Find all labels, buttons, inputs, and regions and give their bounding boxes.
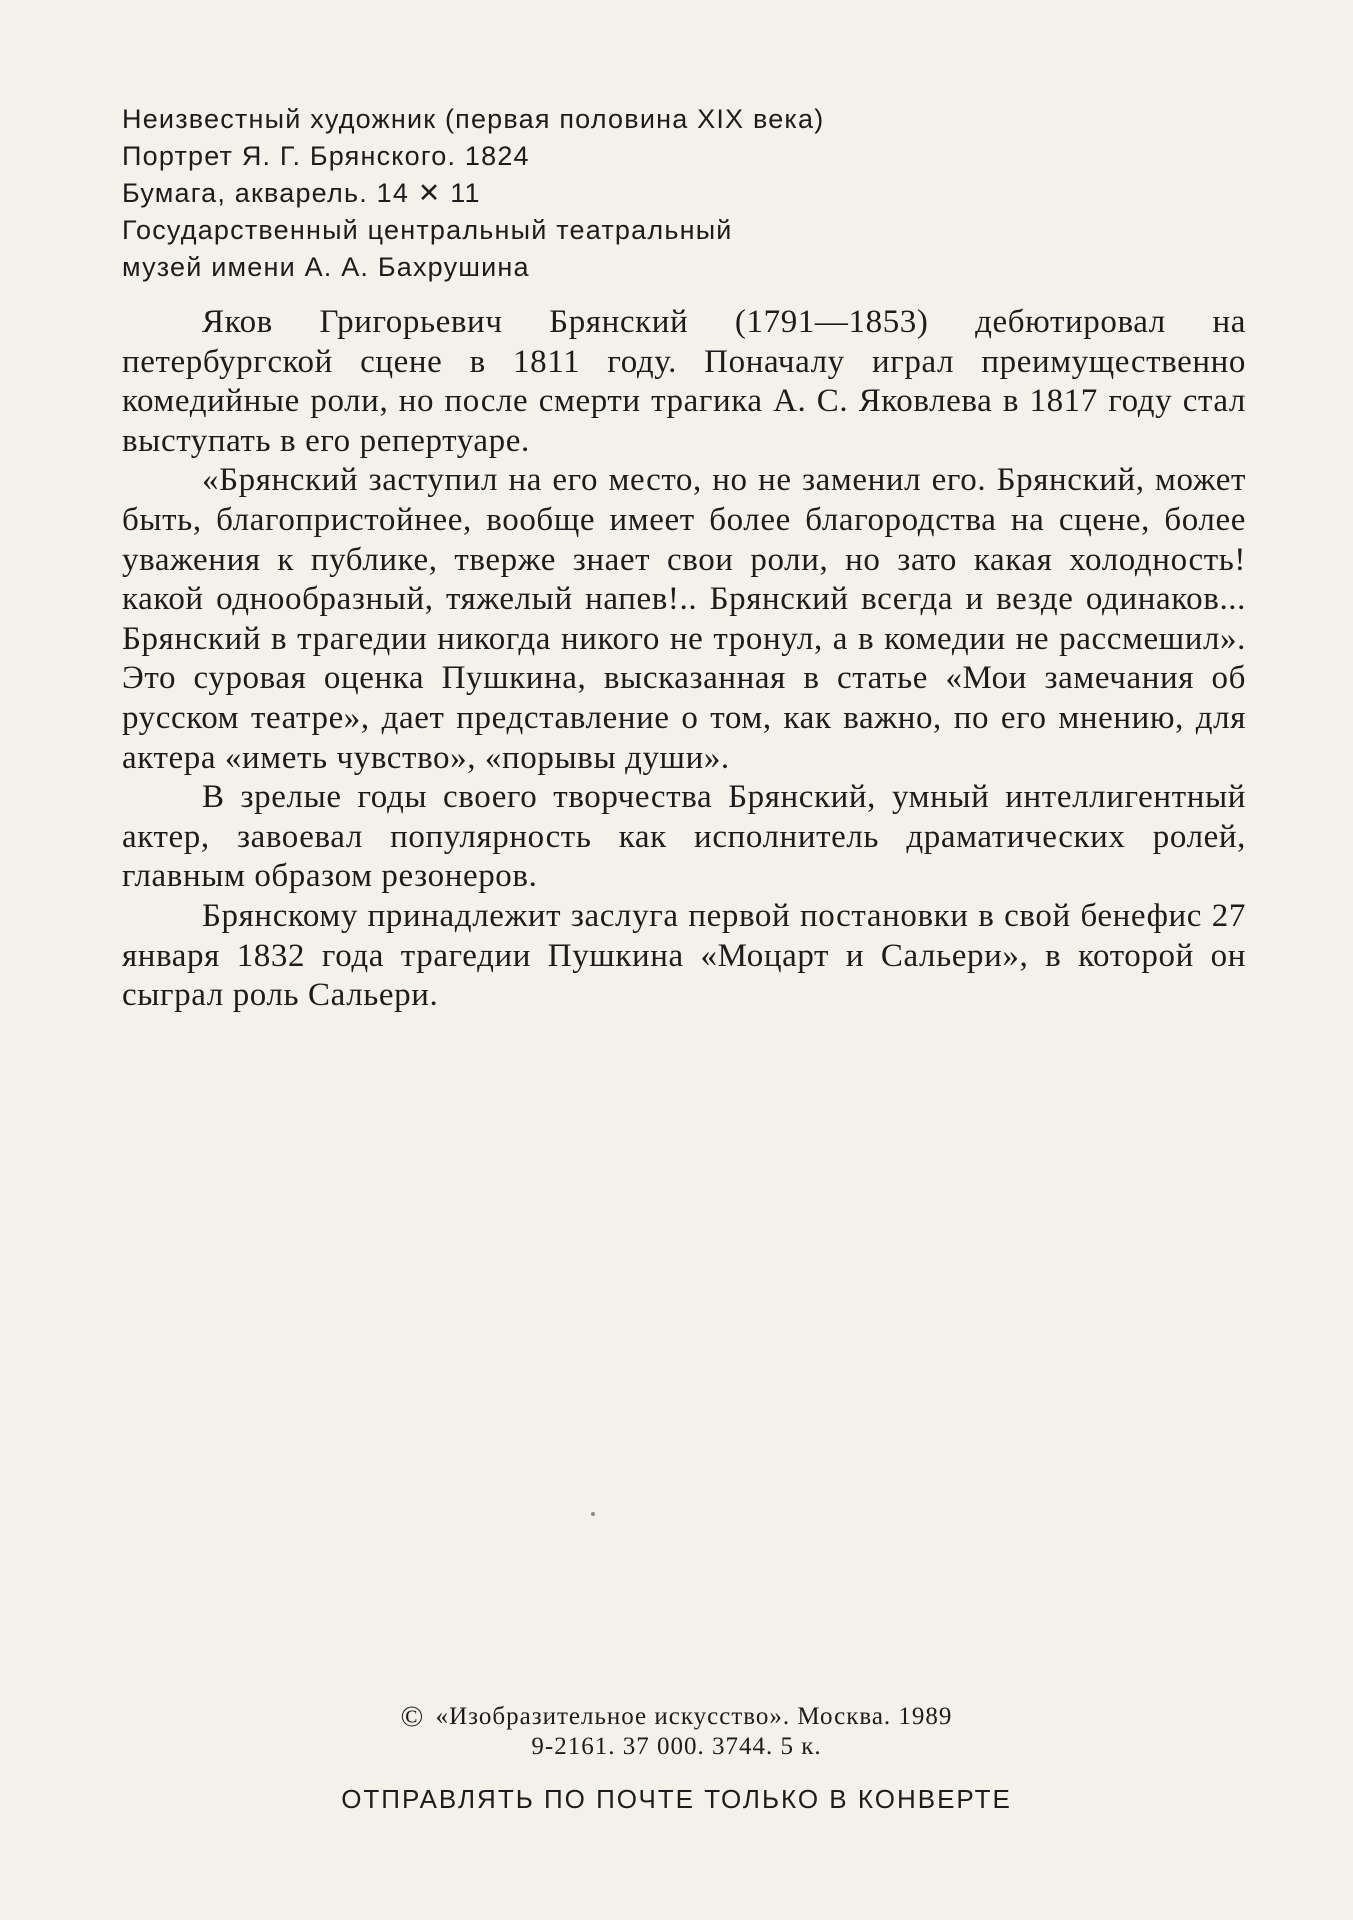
paragraph-mature-years: В зрелые годы своего творчества Брянский, умный интеллигентный актер, завоевал популярность как исполнитель драматических ролей, главным образом резонеров. (122, 779, 1246, 895)
caption-museum-line2: музей имени А. А. Бахрушина (122, 252, 530, 282)
paragraph-mozart-salieri: Брянскому принадлежит заслуга первой постановки в свой бенефис 27 января 1832 года трагедии Пушкина «Моцарт и Сальери», в которой он сыграл роль Сальери. (122, 897, 1246, 1014)
caption-medium: Бумага, акварель. 14 ✕ 11 (122, 178, 481, 208)
publisher-line: «Изобразительное искусство». Москва. 1989 (435, 1703, 953, 1730)
artwork-caption (122, 101, 1242, 286)
caption-artist: Неизвестный художник (первая половина XIX века) (122, 104, 825, 134)
caption-museum-line1: Государственный центральный театральный (122, 215, 733, 245)
copyright-icon: © (400, 1700, 425, 1733)
print-code: 9-2161. 37 000. 3744. 5 к. (531, 1733, 822, 1760)
paper-speck (591, 1512, 595, 1516)
caption-title: Портрет Я. Г. Брянского. 1824 (122, 141, 530, 171)
biography-text (122, 303, 1246, 1016)
publisher-imprint (0, 1700, 1353, 1734)
paragraph-debut: Яков Григорьевич Брянский (1791—1853) дебютировал на петербургской сцене в 1811 году. Поначалу играл преимущественно комедийные роли, но после смерти трагика А. С. Яковлева в 1817 году стал выступать в его репертуаре. (122, 304, 1246, 459)
paragraph-pushkin-quote: «Брянский заступил на его место, но не заменил его. Брянский, может быть, благопристойнее, вообще имеет более благородства на сцене, более уважения к публике, тверже знает свои роли, но зато какая холодность! какой однообразный, тяжелый напев!.. Брянский всегда и везде одинаков... Брянский в трагедии никогда никого не тронул, а в комедии не рассмешил». Это суровая оценка Пушкина, высказанная в статье «Мои замечания об русском театре», дает представление о том, как важно, по его мнению, для актера «иметь чувство», «порывы души». (122, 462, 1246, 776)
mail-notice: ОТПРАВЛЯТЬ ПО ПОЧТЕ ТОЛЬКО В КОНВЕРТЕ (341, 1784, 1012, 1814)
